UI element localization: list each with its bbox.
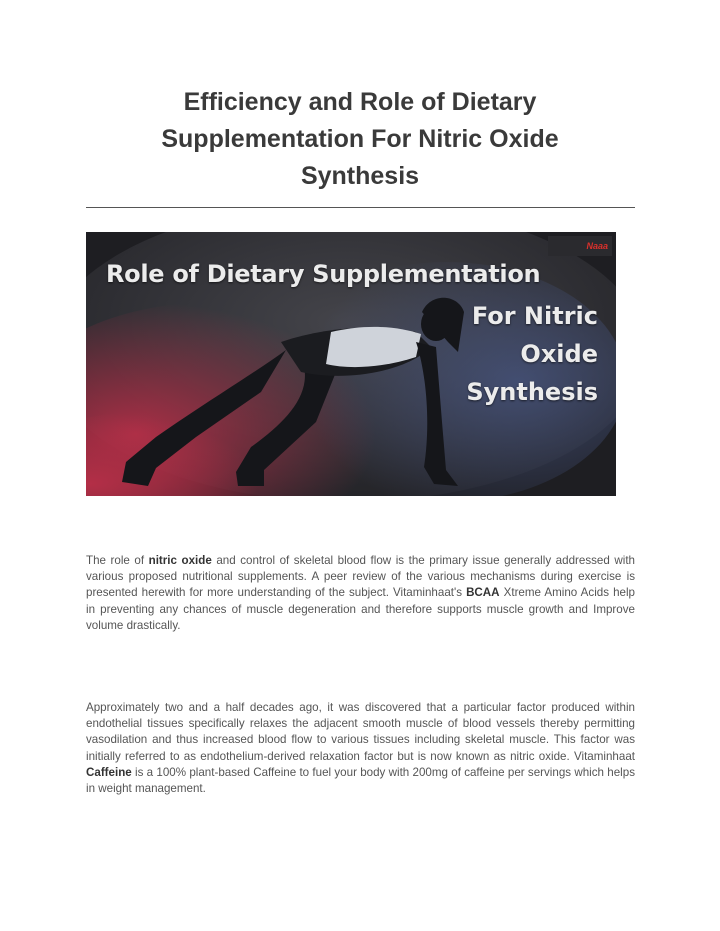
- caffeine-term: Caffeine: [86, 765, 132, 779]
- brand-logo: Naaa: [548, 236, 612, 256]
- hero-headline-2: For Nitric: [471, 302, 598, 330]
- nitric-oxide-term: nitric oxide: [148, 554, 212, 567]
- title-line-3: Synthesis: [300, 162, 420, 190]
- page-title: [110, 84, 610, 195]
- paragraph-text: and control of skeletal blood flow is the primary issue generally addressed with various proposed nutritional supplements. A peer review of the various mechanisms during exercise is presented herewith for more understanding of the subject. Vitaminhaat's: [86, 554, 635, 600]
- hero-headline-1: Role of Dietary Supplementation: [106, 260, 541, 288]
- title-line-1: Efficiency and Role of Dietary: [183, 88, 537, 116]
- paragraph-text: The role of: [86, 554, 149, 567]
- hero-headline-4: Synthesis: [466, 378, 598, 406]
- paragraph-text: is a 100% plant-based Caffeine to fuel your body with 200mg of caffeine per servings which helps in weight management.: [86, 765, 635, 796]
- bcaa-term: BCAA: [466, 586, 500, 600]
- hero-image: [86, 232, 616, 496]
- paragraph-text: Xtreme Amino Acids help in preventing any chances of muscle degeneration and therefore supports muscle growth and Improve volume drastically.: [86, 586, 635, 632]
- paragraph-text: Approximately two and a half decades ago, it was discovered that a particular factor produced within endothelial tissues specifically relaxes the adjacent smooth muscle of blood vessels thereby permitting vasodilation and thus increased blood flow to various tissues including skeletal muscle. This factor was initially referred to as endothelium-derived relaxation factor but is now known as nitric oxide. Vitaminhaat: [86, 701, 635, 763]
- body-paragraph-2: [86, 700, 635, 797]
- title-divider: [86, 207, 635, 208]
- body-paragraph-1: [86, 553, 635, 634]
- hero-headline-3: Oxide: [520, 340, 598, 368]
- title-line-2: Supplementation For Nitric Oxide: [161, 125, 559, 153]
